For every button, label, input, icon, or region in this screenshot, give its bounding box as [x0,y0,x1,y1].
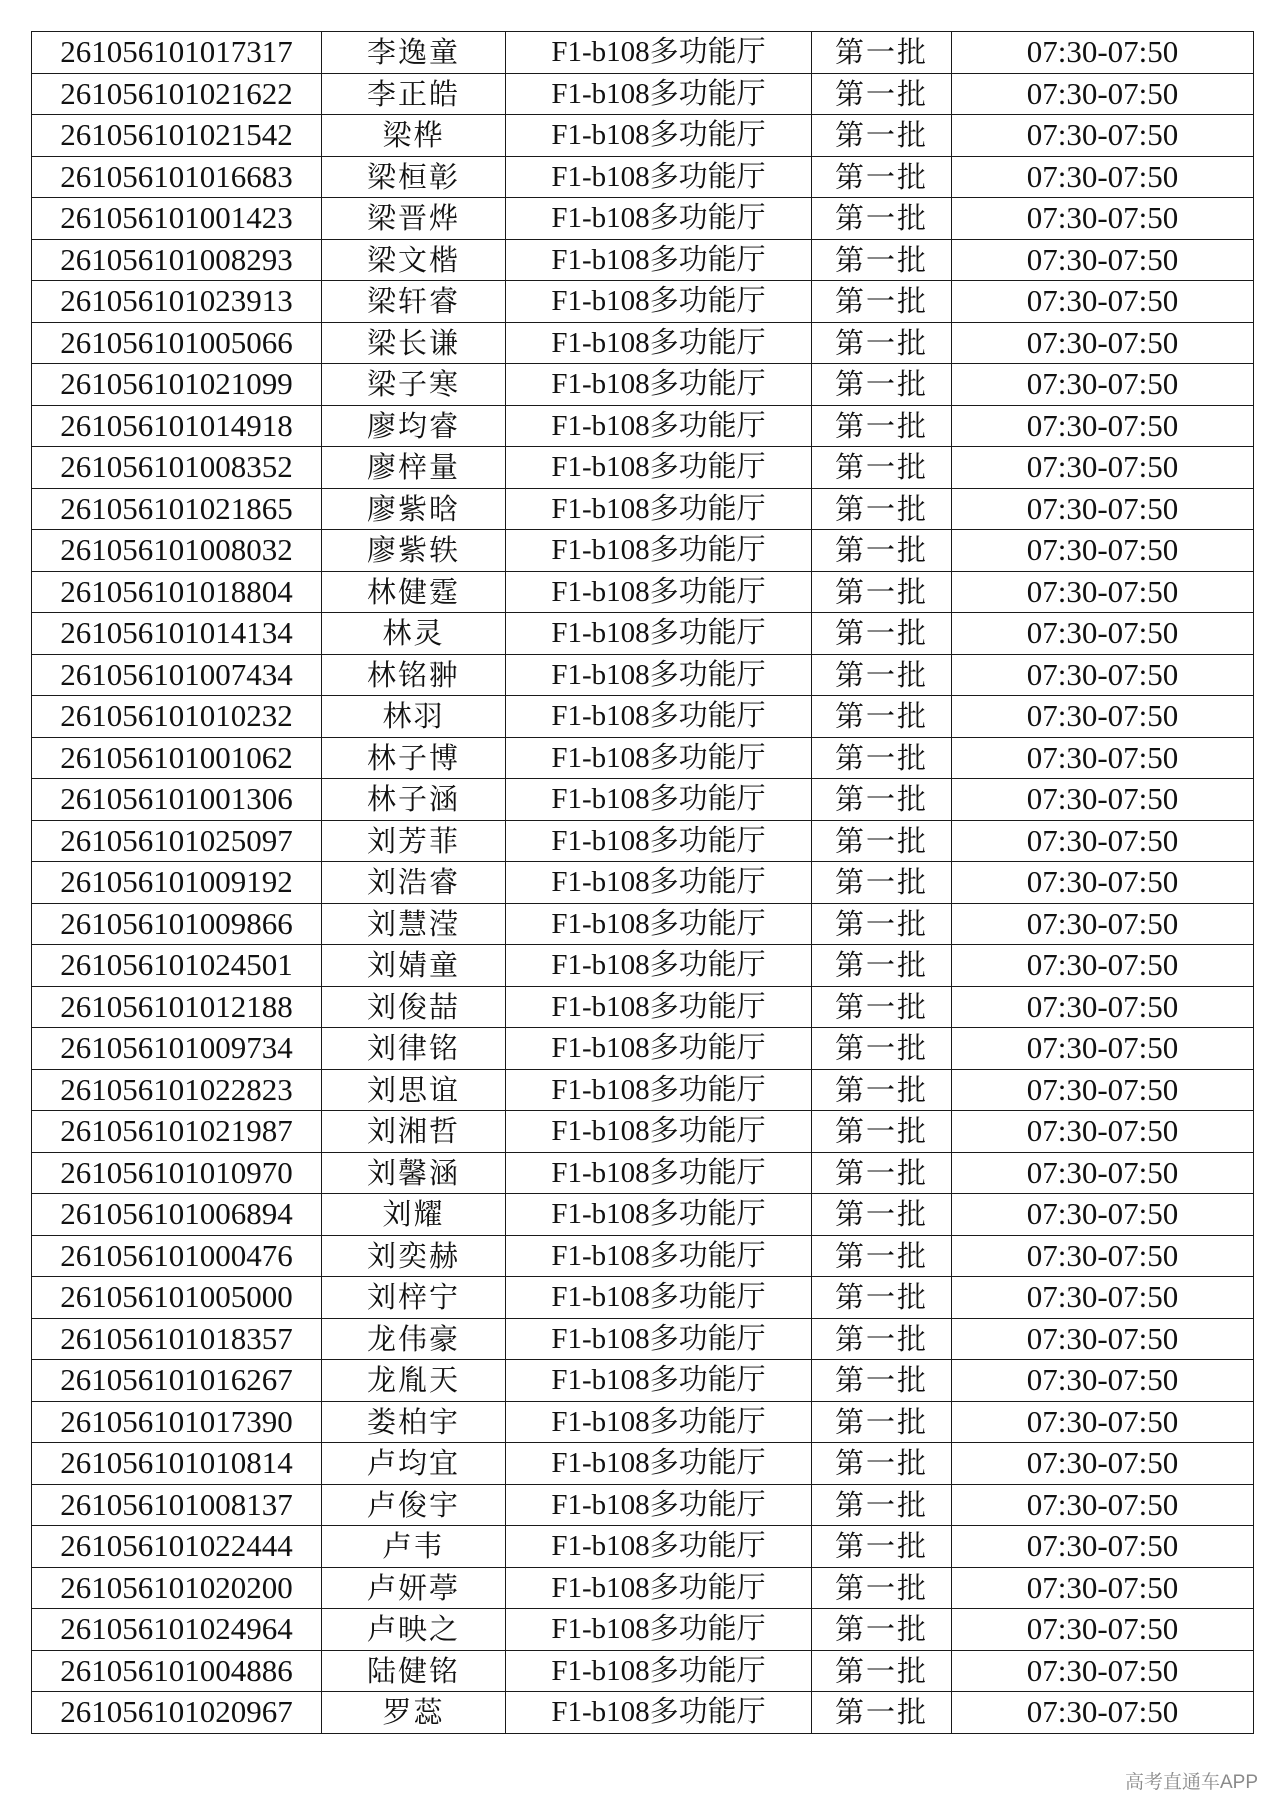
exam-room-cell: F1-b108多功能厅 [506,1152,812,1194]
candidate-name-cell: 娄柏宇 [322,1401,506,1443]
exam-number-cell: 261056101018804 [32,571,322,613]
time-slot-cell: 07:30-07:50 [952,737,1254,779]
candidate-name-cell: 罗蕊 [322,1692,506,1734]
table-row [32,488,1254,530]
exam-number-cell: 261056101021099 [32,364,322,406]
batch-cell: 第一批 [812,405,952,447]
exam-room-cell: F1-b108多功能厅 [506,696,812,738]
candidate-name-cell: 梁文楷 [322,239,506,281]
candidate-name-cell: 刘律铭 [322,1028,506,1070]
exam-room-cell: F1-b108多功能厅 [506,115,812,157]
time-slot-cell: 07:30-07:50 [952,1235,1254,1277]
exam-room-cell: F1-b108多功能厅 [506,73,812,115]
time-slot-cell: 07:30-07:50 [952,1443,1254,1485]
candidate-name-cell: 刘芳菲 [322,820,506,862]
batch-cell: 第一批 [812,1401,952,1443]
exam-number-cell: 261056101024501 [32,945,322,987]
table-row [32,32,1254,74]
exam-number-cell: 261056101016683 [32,156,322,198]
batch-cell: 第一批 [812,613,952,655]
batch-cell: 第一批 [812,986,952,1028]
time-slot-cell: 07:30-07:50 [952,115,1254,157]
table-row [32,696,1254,738]
exam-room-cell: F1-b108多功能厅 [506,654,812,696]
exam-room-cell: F1-b108多功能厅 [506,1609,812,1651]
batch-cell: 第一批 [812,322,952,364]
exam-number-cell: 261056101020200 [32,1567,322,1609]
batch-cell: 第一批 [812,1152,952,1194]
table-row [32,198,1254,240]
exam-room-cell: F1-b108多功能厅 [506,1111,812,1153]
exam-room-cell: F1-b108多功能厅 [506,945,812,987]
exam-number-cell: 261056101009192 [32,862,322,904]
table-row [32,1069,1254,1111]
batch-cell: 第一批 [812,198,952,240]
candidate-name-cell: 卢均宜 [322,1443,506,1485]
batch-cell: 第一批 [812,488,952,530]
exam-number-cell: 261056101000476 [32,1235,322,1277]
table-row [32,613,1254,655]
exam-number-cell: 261056101016267 [32,1360,322,1402]
candidate-name-cell: 卢韦 [322,1526,506,1568]
exam-number-cell: 261056101012188 [32,986,322,1028]
exam-room-cell: F1-b108多功能厅 [506,862,812,904]
exam-room-cell: F1-b108多功能厅 [506,1401,812,1443]
exam-number-cell: 261056101021987 [32,1111,322,1153]
table-row [32,322,1254,364]
candidate-name-cell: 刘耀 [322,1194,506,1236]
batch-cell: 第一批 [812,1609,952,1651]
table-row [32,1443,1254,1485]
time-slot-cell: 07:30-07:50 [952,613,1254,655]
exam-number-cell: 261056101021542 [32,115,322,157]
exam-room-cell: F1-b108多功能厅 [506,571,812,613]
exam-room-cell: F1-b108多功能厅 [506,1692,812,1734]
exam-number-cell: 261056101007434 [32,654,322,696]
time-slot-cell: 07:30-07:50 [952,1194,1254,1236]
exam-room-cell: F1-b108多功能厅 [506,281,812,323]
candidate-name-cell: 刘思谊 [322,1069,506,1111]
candidate-name-cell: 陆健铭 [322,1650,506,1692]
batch-cell: 第一批 [812,1277,952,1319]
batch-cell: 第一批 [812,156,952,198]
batch-cell: 第一批 [812,1235,952,1277]
table-row [32,1484,1254,1526]
candidate-name-cell: 廖紫轶 [322,530,506,572]
candidate-table-body [32,32,1254,1734]
time-slot-cell: 07:30-07:50 [952,696,1254,738]
time-slot-cell: 07:30-07:50 [952,1401,1254,1443]
exam-number-cell: 261056101021865 [32,488,322,530]
candidate-name-cell: 刘奕赫 [322,1235,506,1277]
candidate-name-cell: 廖梓量 [322,447,506,489]
table-row [32,156,1254,198]
time-slot-cell: 07:30-07:50 [952,1609,1254,1651]
exam-room-cell: F1-b108多功能厅 [506,32,812,74]
candidate-name-cell: 林灵 [322,613,506,655]
table-row [32,1401,1254,1443]
time-slot-cell: 07:30-07:50 [952,862,1254,904]
table-row [32,405,1254,447]
exam-number-cell: 261056101018357 [32,1318,322,1360]
candidate-name-cell: 梁轩睿 [322,281,506,323]
table-row [32,281,1254,323]
table-row [32,945,1254,987]
table-row [32,1650,1254,1692]
batch-cell: 第一批 [812,73,952,115]
exam-room-cell: F1-b108多功能厅 [506,1360,812,1402]
time-slot-cell: 07:30-07:50 [952,1111,1254,1153]
exam-room-cell: F1-b108多功能厅 [506,1194,812,1236]
table-row [32,364,1254,406]
time-slot-cell: 07:30-07:50 [952,1526,1254,1568]
time-slot-cell: 07:30-07:50 [952,488,1254,530]
exam-number-cell: 261056101021622 [32,73,322,115]
time-slot-cell: 07:30-07:50 [952,1360,1254,1402]
exam-room-cell: F1-b108多功能厅 [506,322,812,364]
time-slot-cell: 07:30-07:50 [952,198,1254,240]
table-row [32,1194,1254,1236]
table-row [32,820,1254,862]
exam-room-cell: F1-b108多功能厅 [506,1567,812,1609]
candidate-name-cell: 龙胤天 [322,1360,506,1402]
time-slot-cell: 07:30-07:50 [952,32,1254,74]
candidate-name-cell: 刘梓宁 [322,1277,506,1319]
time-slot-cell: 07:30-07:50 [952,405,1254,447]
time-slot-cell: 07:30-07:50 [952,322,1254,364]
time-slot-cell: 07:30-07:50 [952,779,1254,821]
exam-room-cell: F1-b108多功能厅 [506,986,812,1028]
table-row [32,1609,1254,1651]
exam-room-cell: F1-b108多功能厅 [506,405,812,447]
batch-cell: 第一批 [812,571,952,613]
exam-number-cell: 261056101014134 [32,613,322,655]
time-slot-cell: 07:30-07:50 [952,986,1254,1028]
time-slot-cell: 07:30-07:50 [952,1069,1254,1111]
exam-room-cell: F1-b108多功能厅 [506,1235,812,1277]
exam-room-cell: F1-b108多功能厅 [506,239,812,281]
candidate-name-cell: 卢映之 [322,1609,506,1651]
batch-cell: 第一批 [812,281,952,323]
exam-room-cell: F1-b108多功能厅 [506,1650,812,1692]
table-row [32,73,1254,115]
exam-number-cell: 261056101008032 [32,530,322,572]
exam-number-cell: 261056101009866 [32,903,322,945]
time-slot-cell: 07:30-07:50 [952,156,1254,198]
batch-cell: 第一批 [812,820,952,862]
watermark-text: 高考直通车APP [1124,1772,1258,1793]
table-row [32,115,1254,157]
exam-number-cell: 261056101022823 [32,1069,322,1111]
exam-number-cell: 261056101008352 [32,447,322,489]
candidate-table [31,31,1254,1734]
exam-number-cell: 261056101010814 [32,1443,322,1485]
candidate-name-cell: 刘婧童 [322,945,506,987]
exam-number-cell: 261056101006894 [32,1194,322,1236]
batch-cell: 第一批 [812,903,952,945]
candidate-name-cell: 李正皓 [322,73,506,115]
table-row [32,571,1254,613]
exam-number-cell: 261056101010970 [32,1152,322,1194]
table-row [32,1235,1254,1277]
batch-cell: 第一批 [812,1443,952,1485]
table-row [32,1360,1254,1402]
table-row [32,1567,1254,1609]
exam-room-cell: F1-b108多功能厅 [506,1443,812,1485]
batch-cell: 第一批 [812,862,952,904]
candidate-name-cell: 林子涵 [322,779,506,821]
candidate-name-cell: 梁桓彰 [322,156,506,198]
candidate-name-cell: 梁桦 [322,115,506,157]
batch-cell: 第一批 [812,1069,952,1111]
batch-cell: 第一批 [812,1526,952,1568]
exam-number-cell: 261056101001306 [32,779,322,821]
candidate-name-cell: 林健霆 [322,571,506,613]
batch-cell: 第一批 [812,1360,952,1402]
table-row [32,447,1254,489]
time-slot-cell: 07:30-07:50 [952,1277,1254,1319]
candidate-name-cell: 廖均睿 [322,405,506,447]
table-row [32,737,1254,779]
batch-cell: 第一批 [812,1111,952,1153]
exam-number-cell: 261056101025097 [32,820,322,862]
exam-room-cell: F1-b108多功能厅 [506,364,812,406]
time-slot-cell: 07:30-07:50 [952,1028,1254,1070]
candidate-name-cell: 卢妍葶 [322,1567,506,1609]
exam-number-cell: 261056101024964 [32,1609,322,1651]
exam-room-cell: F1-b108多功能厅 [506,530,812,572]
exam-room-cell: F1-b108多功能厅 [506,737,812,779]
exam-room-cell: F1-b108多功能厅 [506,447,812,489]
candidate-name-cell: 刘慧滢 [322,903,506,945]
table-row [32,654,1254,696]
time-slot-cell: 07:30-07:50 [952,239,1254,281]
table-row [32,1318,1254,1360]
exam-number-cell: 261056101009734 [32,1028,322,1070]
exam-room-cell: F1-b108多功能厅 [506,1028,812,1070]
candidate-name-cell: 林羽 [322,696,506,738]
batch-cell: 第一批 [812,364,952,406]
candidate-name-cell: 刘俊喆 [322,986,506,1028]
time-slot-cell: 07:30-07:50 [952,281,1254,323]
time-slot-cell: 07:30-07:50 [952,447,1254,489]
exam-room-cell: F1-b108多功能厅 [506,903,812,945]
candidate-name-cell: 梁晋烨 [322,198,506,240]
exam-number-cell: 261056101010232 [32,696,322,738]
exam-number-cell: 261056101001062 [32,737,322,779]
batch-cell: 第一批 [812,696,952,738]
time-slot-cell: 07:30-07:50 [952,1152,1254,1194]
batch-cell: 第一批 [812,239,952,281]
candidate-name-cell: 刘湘哲 [322,1111,506,1153]
candidate-name-cell: 林子博 [322,737,506,779]
exam-number-cell: 261056101008293 [32,239,322,281]
batch-cell: 第一批 [812,779,952,821]
candidate-name-cell: 廖紫晗 [322,488,506,530]
time-slot-cell: 07:30-07:50 [952,364,1254,406]
candidate-name-cell: 梁长谦 [322,322,506,364]
time-slot-cell: 07:30-07:50 [952,1318,1254,1360]
table-row [32,1692,1254,1734]
exam-room-cell: F1-b108多功能厅 [506,488,812,530]
batch-cell: 第一批 [812,530,952,572]
candidate-name-cell: 刘浩睿 [322,862,506,904]
exam-number-cell: 261056101001423 [32,198,322,240]
table-row [32,1277,1254,1319]
table-row [32,862,1254,904]
exam-number-cell: 261056101020967 [32,1692,322,1734]
exam-room-cell: F1-b108多功能厅 [506,820,812,862]
batch-cell: 第一批 [812,115,952,157]
candidate-name-cell: 卢俊宇 [322,1484,506,1526]
candidate-name-cell: 龙伟豪 [322,1318,506,1360]
exam-number-cell: 261056101008137 [32,1484,322,1526]
time-slot-cell: 07:30-07:50 [952,1567,1254,1609]
time-slot-cell: 07:30-07:50 [952,1650,1254,1692]
time-slot-cell: 07:30-07:50 [952,73,1254,115]
batch-cell: 第一批 [812,1028,952,1070]
table-row [32,779,1254,821]
table-row [32,1526,1254,1568]
table-row [32,986,1254,1028]
table-row [32,1028,1254,1070]
candidate-name-cell: 刘馨涵 [322,1152,506,1194]
exam-room-cell: F1-b108多功能厅 [506,1069,812,1111]
table-row [32,1111,1254,1153]
time-slot-cell: 07:30-07:50 [952,530,1254,572]
batch-cell: 第一批 [812,1318,952,1360]
batch-cell: 第一批 [812,737,952,779]
time-slot-cell: 07:30-07:50 [952,1692,1254,1734]
exam-room-cell: F1-b108多功能厅 [506,613,812,655]
time-slot-cell: 07:30-07:50 [952,903,1254,945]
exam-number-cell: 261056101023913 [32,281,322,323]
time-slot-cell: 07:30-07:50 [952,571,1254,613]
exam-number-cell: 261056101005000 [32,1277,322,1319]
candidate-name-cell: 李逸童 [322,32,506,74]
exam-number-cell: 261056101017390 [32,1401,322,1443]
exam-number-cell: 261056101014918 [32,405,322,447]
batch-cell: 第一批 [812,1692,952,1734]
exam-room-cell: F1-b108多功能厅 [506,1484,812,1526]
batch-cell: 第一批 [812,1650,952,1692]
batch-cell: 第一批 [812,32,952,74]
batch-cell: 第一批 [812,1194,952,1236]
table-row [32,239,1254,281]
exam-room-cell: F1-b108多功能厅 [506,198,812,240]
exam-room-cell: F1-b108多功能厅 [506,1318,812,1360]
exam-room-cell: F1-b108多功能厅 [506,156,812,198]
table-row [32,530,1254,572]
exam-room-cell: F1-b108多功能厅 [506,1277,812,1319]
batch-cell: 第一批 [812,1567,952,1609]
batch-cell: 第一批 [812,447,952,489]
exam-number-cell: 261056101017317 [32,32,322,74]
time-slot-cell: 07:30-07:50 [952,945,1254,987]
time-slot-cell: 07:30-07:50 [952,1484,1254,1526]
exam-number-cell: 261056101005066 [32,322,322,364]
exam-room-cell: F1-b108多功能厅 [506,779,812,821]
batch-cell: 第一批 [812,654,952,696]
candidate-name-cell: 林铭翀 [322,654,506,696]
table-row [32,1152,1254,1194]
batch-cell: 第一批 [812,1484,952,1526]
candidate-name-cell: 梁子寒 [322,364,506,406]
batch-cell: 第一批 [812,945,952,987]
time-slot-cell: 07:30-07:50 [952,820,1254,862]
exam-room-cell: F1-b108多功能厅 [506,1526,812,1568]
time-slot-cell: 07:30-07:50 [952,654,1254,696]
exam-number-cell: 261056101022444 [32,1526,322,1568]
exam-number-cell: 261056101004886 [32,1650,322,1692]
table-row [32,903,1254,945]
